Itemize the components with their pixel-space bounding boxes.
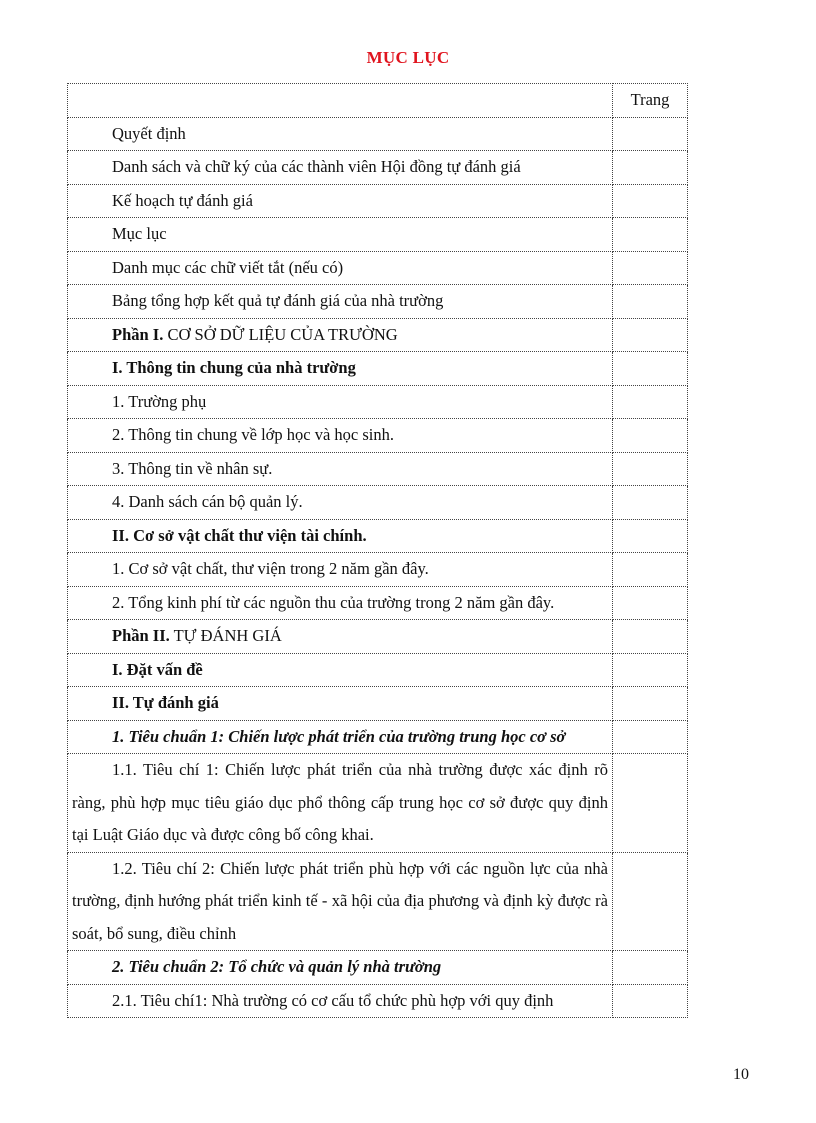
page-cell [613, 486, 688, 520]
page-cell [613, 553, 688, 587]
toc-item: I. Đặt vấn đề [68, 653, 613, 687]
part-label: Phần II. [112, 626, 170, 645]
toc-item: 2. Tiêu chuẩn 2: Tổ chức và quản lý nhà trường [68, 951, 613, 985]
page-number: 10 [733, 1066, 749, 1083]
toc-item: Kế hoạch tự đánh giá [68, 184, 613, 218]
table-row [68, 352, 688, 386]
table-row [68, 184, 688, 218]
table-row [68, 754, 688, 853]
page-cell [613, 687, 688, 721]
table-header-row [68, 84, 688, 118]
table-row [68, 318, 688, 352]
page-cell [613, 984, 688, 1018]
toc-item: 1. Tiêu chuẩn 1: Chiến lược phát triển của trường trung học cơ sở [68, 720, 613, 754]
toc-item: 4. Danh sách cán bộ quản lý. [68, 486, 613, 520]
table-row [68, 620, 688, 654]
page-cell [613, 318, 688, 352]
table-row [68, 951, 688, 985]
page-cell [613, 151, 688, 185]
toc-item [68, 318, 613, 352]
page-cell [613, 285, 688, 319]
table-row [68, 218, 688, 252]
page-cell [613, 251, 688, 285]
page-cell [613, 754, 688, 853]
page-cell [613, 586, 688, 620]
table-row [68, 251, 688, 285]
toc-item: 3. Thông tin về nhân sự. [68, 452, 613, 486]
table-row [68, 852, 688, 951]
toc-item [68, 620, 613, 654]
table-row [68, 151, 688, 185]
table-row [68, 452, 688, 486]
page-cell [613, 218, 688, 252]
part-title: CƠ SỞ DỮ LIỆU CỦA TRƯỜNG [163, 324, 398, 344]
page-cell [613, 419, 688, 453]
page-title: MỤC LỤC [366, 48, 450, 67]
table-row [68, 285, 688, 319]
table-row [68, 653, 688, 687]
table-cell [68, 84, 613, 118]
toc-item: 2. Tổng kinh phí từ các nguồn thu của trường trong 2 năm gần đây. [68, 586, 613, 620]
toc-item: II. Cơ sở vật chất thư viện tài chính. [68, 519, 613, 553]
page-cell [613, 184, 688, 218]
toc-item: Bảng tổng hợp kết quả tự đánh giá của nhà trường [68, 285, 613, 319]
table-row [68, 553, 688, 587]
table-row [68, 984, 688, 1018]
page-cell [613, 951, 688, 985]
page-cell [613, 385, 688, 419]
toc-item: II. Tự đánh giá [68, 687, 613, 721]
toc-item: 2. Thông tin chung về lớp học và học sinh. [68, 419, 613, 453]
table-row [68, 385, 688, 419]
toc-item: 1. Trường phụ [68, 385, 613, 419]
toc-item: 2.1. Tiêu chí1: Nhà trường có cơ cấu tổ chức phù hợp với quy định [68, 984, 613, 1018]
table-row [68, 687, 688, 721]
table-row [68, 486, 688, 520]
page-column-header: Trang [613, 84, 688, 118]
toc-item: 1.1. Tiêu chí 1: Chiến lược phát triển của nhà trường được xác định rõ ràng, phù hợp mục tiêu giáo dục phổ thông cấp trung học cơ sở được quy định tại Luật Giáo dục và được công bố công khai. [68, 754, 613, 853]
table-row [68, 117, 688, 151]
part-title: TỰ ĐÁNH GIÁ [169, 626, 282, 645]
toc-item: 1.2. Tiêu chí 2: Chiến lược phát triển phù hợp với các nguồn lực của nhà trường, định hướng phát triển kinh tế - xã hội của địa phương và định kỳ được rà soát, bổ sung, điều chỉnh [68, 852, 613, 951]
toc-item: Mục lục [68, 218, 613, 252]
toc-item: 1. Cơ sở vật chất, thư viện trong 2 năm gần đây. [68, 553, 613, 587]
toc-item: Danh sách và chữ ký của các thành viên Hội đồng tự đánh giá [68, 151, 613, 185]
page-cell [613, 519, 688, 553]
toc-item: I. Thông tin chung của nhà trường [68, 352, 613, 386]
page-cell [613, 117, 688, 151]
toc-table [67, 83, 688, 1018]
page-cell [613, 653, 688, 687]
table-row [68, 419, 688, 453]
table-row [68, 586, 688, 620]
page-cell [613, 852, 688, 951]
page-cell [613, 352, 688, 386]
table-row [68, 720, 688, 754]
page-cell [613, 720, 688, 754]
page-cell [613, 452, 688, 486]
page-cell [613, 620, 688, 654]
toc-item: Danh mục các chữ viết tắt (nếu có) [68, 251, 613, 285]
table-row [68, 519, 688, 553]
toc-item: Quyết định [68, 117, 613, 151]
part-label: Phần I. [112, 324, 164, 344]
